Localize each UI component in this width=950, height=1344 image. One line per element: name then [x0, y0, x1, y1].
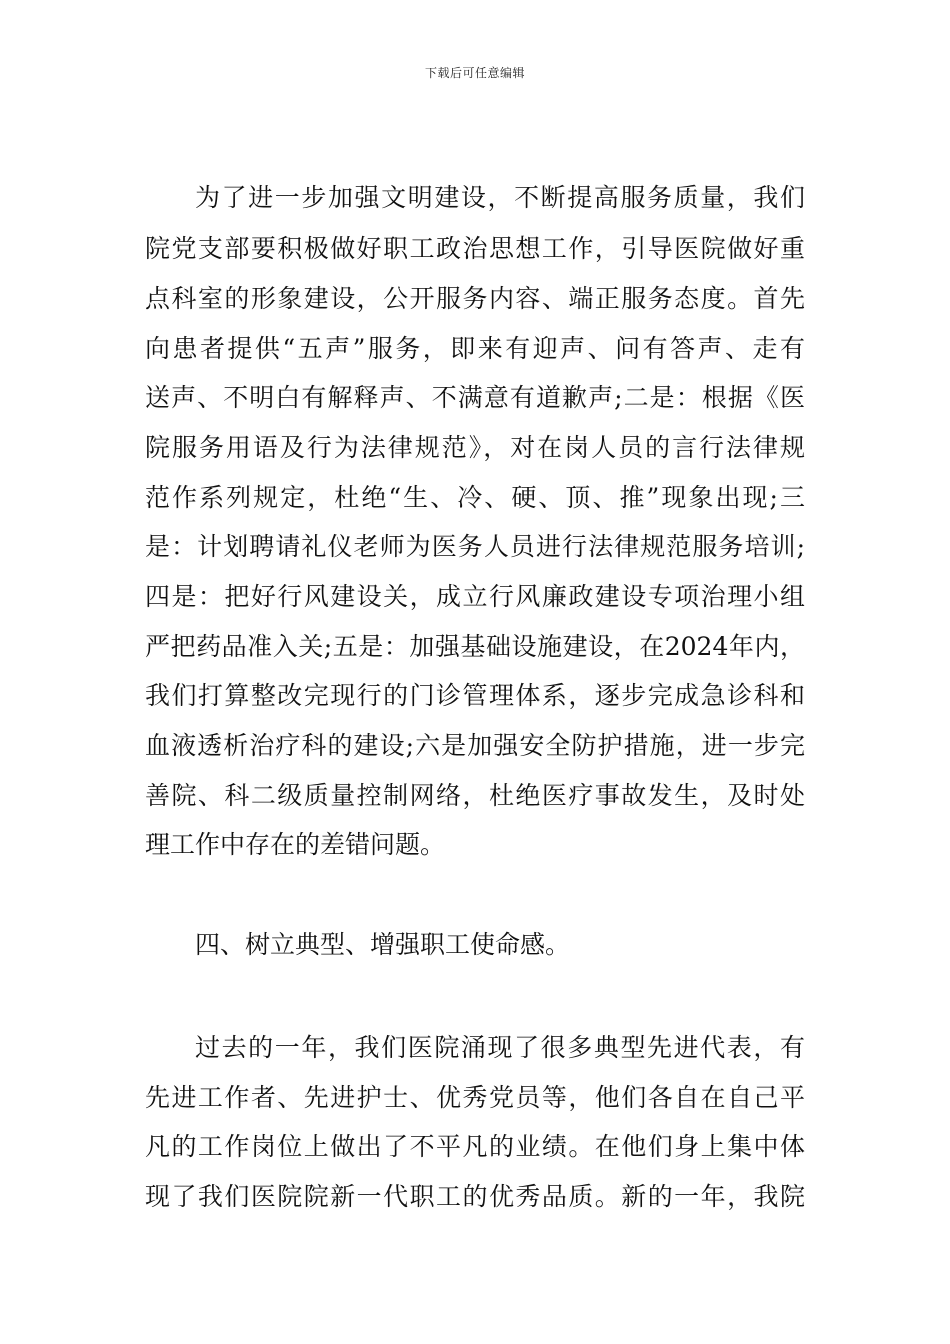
paragraph-1-line-7: 范作系列规定，杜绝“生、冷、硬、顶、推”现象出现;三	[145, 483, 805, 512]
paragraph-2-line-2: 先进工作者、先进护士、优秀党员等，他们各自在自己平	[145, 1083, 805, 1112]
paragraph-1-line-12: 血液透析治疗科的建设;六是加强安全防护措施，进一步完	[145, 731, 805, 760]
paragraph-1-line-6: 院服务用语及行为法律规范》，对在岗人员的言行法律规	[145, 433, 805, 462]
paragraph-1-line-14: 理工作中存在的差错问题。	[145, 830, 446, 859]
paragraph-1-line-3: 点科室的形象建设，公开服务内容、端正服务态度。首先	[145, 284, 805, 313]
paragraph-1-line-10: 严把药品准入关;五是：加强基础设施建设，在2024年内，	[145, 632, 805, 661]
paragraph-1-line-13: 善院、科二级质量控制网络，杜绝医疗事故发生，及时处	[145, 781, 805, 810]
paragraph-1-line-2: 院党支部要积极做好职工政治思想工作，引导医院做好重	[145, 234, 805, 263]
paragraph-2-line-4: 现了我们医院院新一代职工的优秀品质。新的一年，我院	[145, 1182, 805, 1211]
paragraph-1-line-1: 为了进一步加强文明建设，不断提高服务质量，我们	[195, 183, 805, 212]
paragraph-1-line-11: 我们打算整改完现行的门诊管理体系，逐步完成急诊科和	[145, 681, 805, 710]
paragraph-1-line-5: 送声、不明白有解释声、不满意有道歉声;二是：根据《医	[145, 383, 805, 412]
page-header: 下载后可任意编辑	[424, 66, 525, 80]
paragraph-1-line-8: 是：计划聘请礼仪老师为医务人员进行法律规范服务培训;	[145, 532, 805, 561]
section-heading: 四、树立典型、增强职工使命感。	[195, 930, 571, 959]
paragraph-1-line-9: 四是：把好行风建设关，成立行风廉政建设专项治理小组	[145, 582, 805, 611]
paragraph-2-line-3: 凡的工作岗位上做出了不平凡的业绩。在他们身上集中体	[145, 1132, 805, 1161]
paragraph-1-line-4: 向患者提供“五声”服务，即来有迎声、问有答声、走有	[145, 334, 805, 363]
paragraph-2-line-1: 过去的一年，我们医院涌现了很多典型先进代表，有	[195, 1033, 805, 1062]
